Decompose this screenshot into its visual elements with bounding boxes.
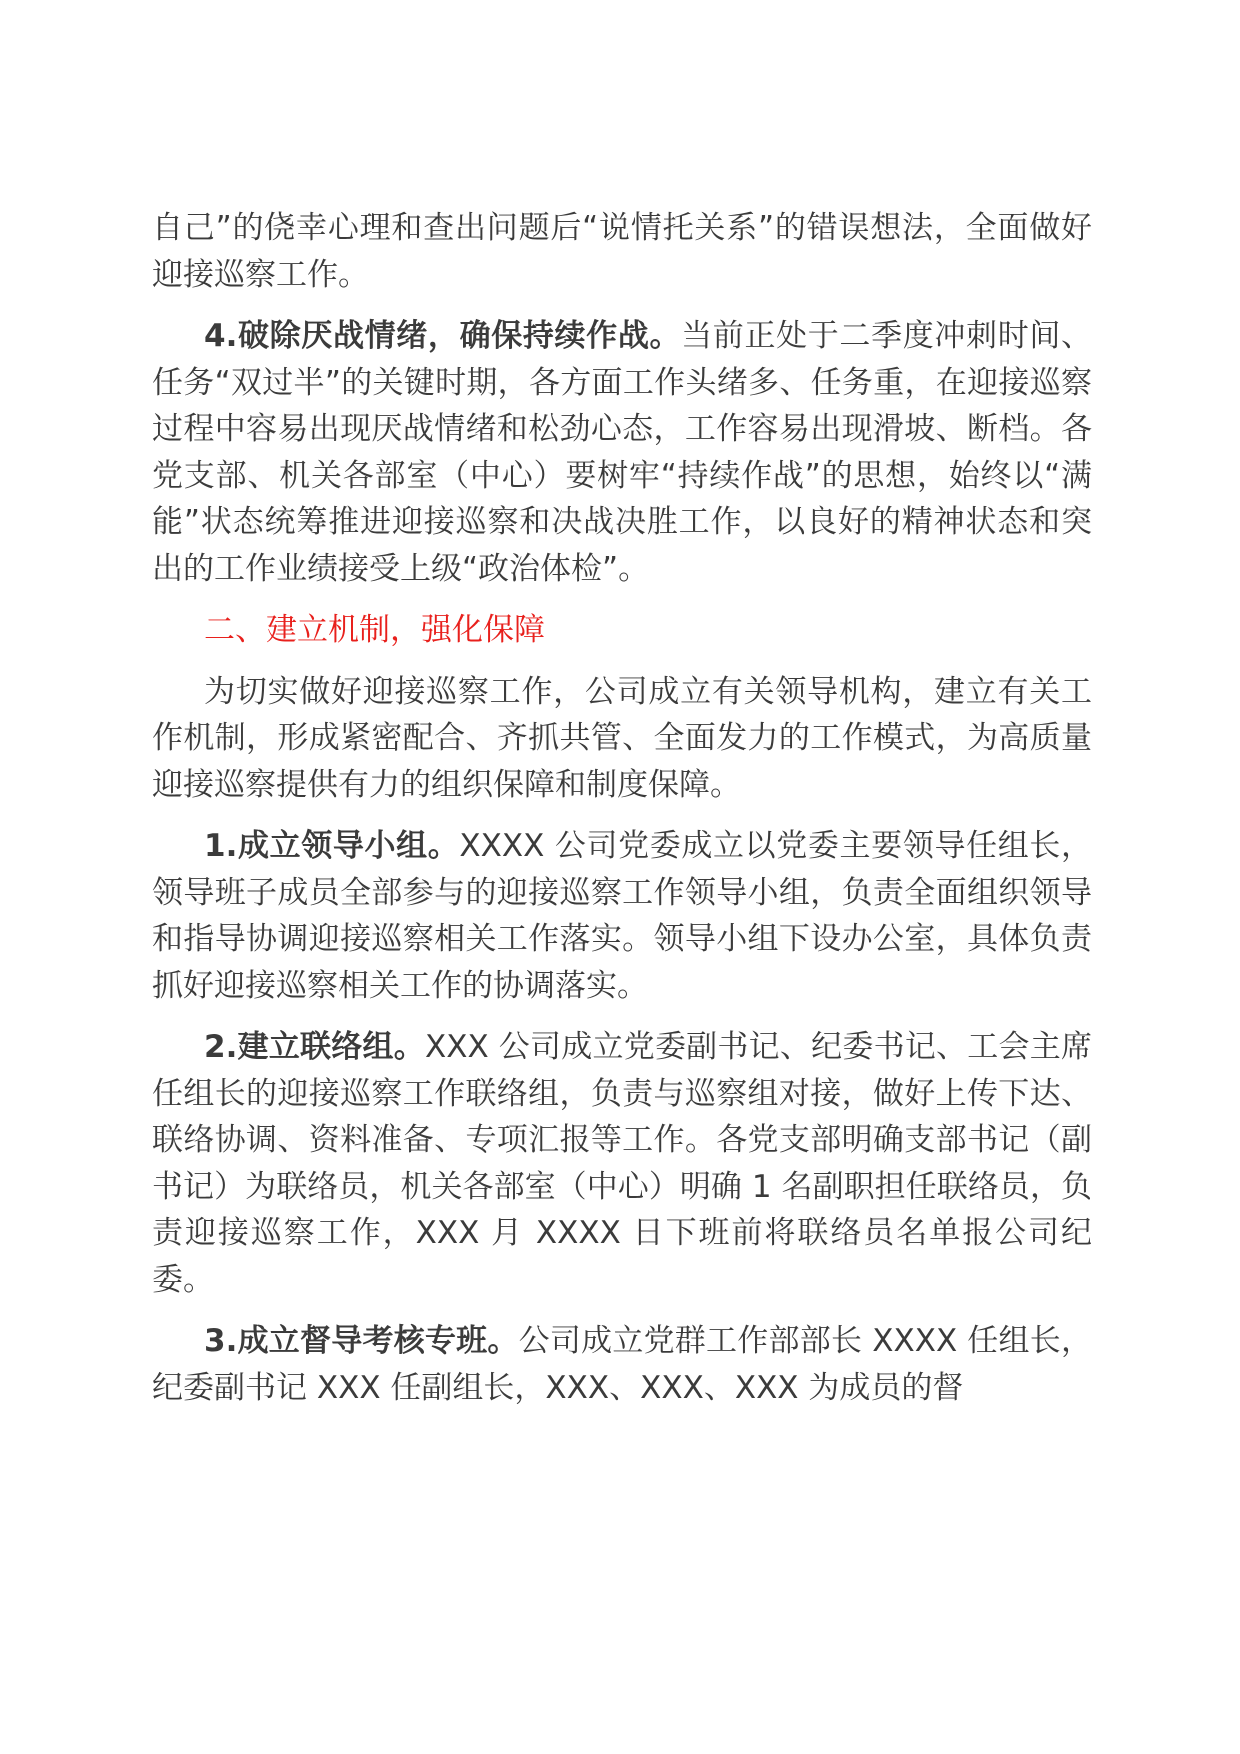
paragraph-s2-item-1 (152, 823, 1092, 1009)
document-page (152, 205, 1092, 1411)
section-2-intro: 为切实做好迎接巡察工作，公司成立有关领导机构，建立有关工作机制，形成紧密配合、齐抓共管、全面发力的工作模式，为高质量迎接巡察提供有力的组织保障和制度保障。 (152, 673, 1092, 803)
paragraph-s2-item-2 (152, 1024, 1092, 1303)
s2-item-3-lead: 3.成立督导考核专班。 (204, 1323, 519, 1359)
section-2-heading: 二、建立机制，强化保障 (204, 612, 545, 648)
s2-item-3-text: 公司成立党群工作部部长 XXXX 任组长，纪委副书记 XXX 任副组长，XXX、XXX、XXX 为成员的督 (152, 1323, 1092, 1406)
s2-item-1-text: XXXX 公司党委成立以党委主要领导任组长，领导班子成员全部参与的迎接巡察工作领导小组，负责全面组织领导和指导协调迎接巡察相关工作落实。领导小组下设办公室，具体负责抓好迎接巡察相关工作的协调落实。 (152, 828, 1092, 1004)
s2-item-2-lead: 2.建立联络组。 (204, 1029, 425, 1065)
paragraph-continuation: 自己”的侥幸心理和查出问题后“说情托关系”的错误想法，全面做好迎接巡察工作。 (152, 210, 1092, 293)
paragraph-item-4 (152, 313, 1092, 592)
item-4-lead: 4.破除厌战情绪，确保持续作战。 (204, 318, 682, 354)
s2-item-1-lead: 1.成立领导小组。 (204, 828, 460, 864)
paragraph-s2-item-3 (152, 1318, 1092, 1411)
s2-item-2-text: XXX 公司成立党委副书记、纪委书记、工会主席任组长的迎接巡察工作联络组，负责与巡察组对接，做好上传下达、联络协调、资料准备、专项汇报等工作。各党支部明确支部书记（副书记）为联络员，机关各部室（中心）明确 1 名副职担任联络员，负责迎接巡察工作，XXX 月 XXXX 日下班前将联络员名单报公司纪委。 (152, 1029, 1092, 1298)
item-4-text: 当前正处于二季度冲刺时间、任务“双过半”的关键时期，各方面工作头绪多、任务重，在迎接巡察过程中容易出现厌战情绪和松劲心态，工作容易出现滑坡、断档。各党支部、机关各部室（中心）要树牢“持续作战”的思想，始终以“满能”状态统筹推进迎接巡察和决战决胜工作，以良好的精神状态和突出的工作业绩接受上级“政治体检”。 (152, 318, 1092, 587)
